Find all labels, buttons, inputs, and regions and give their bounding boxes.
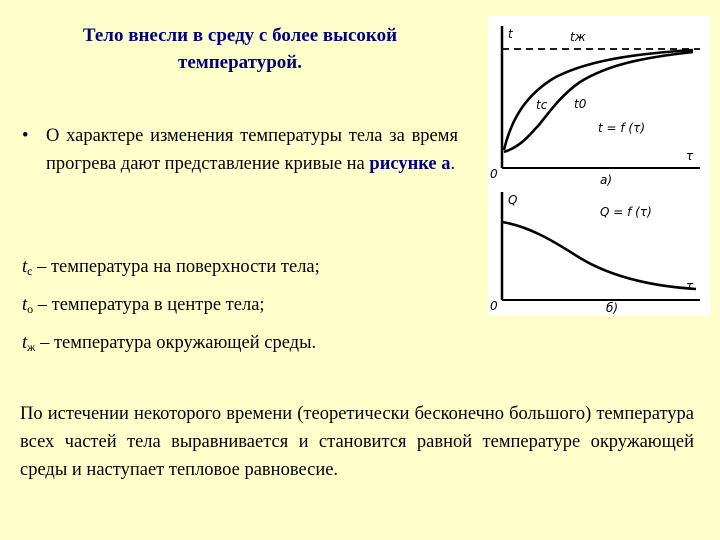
tzh-label: tж	[570, 30, 586, 44]
top-x-axis-label: τ	[686, 149, 694, 163]
figure-reference: рисунке а	[369, 154, 451, 174]
bullet-text	[46, 122, 458, 178]
bullet-item	[22, 122, 458, 178]
legend-sub: с	[27, 264, 33, 278]
bullet-text-end: .	[450, 154, 456, 174]
slide-title: Тело внесли в среду с более высокой температурой.	[82, 25, 398, 73]
conclusion-paragraph: По истечении некоторого времени (теоретически бесконечно большого) температура всех частей тела выравнивается и становится равной температуре окружающей среды и наступает тепловое равновесие.	[20, 404, 694, 480]
t0-label: t0	[574, 97, 587, 111]
panel-b-label: б)	[606, 301, 619, 315]
legend-var: t	[22, 333, 28, 353]
surface-temperature-curve	[504, 50, 693, 150]
legend-text: – температура на поверхности тела;	[32, 257, 320, 277]
legend-text: – температура в центре тела;	[33, 295, 265, 315]
bullet-text-start: О характере изменения температуры тела за время прогрева дают представление кривые на	[46, 126, 458, 174]
bottom-function-label: Q = f (τ)	[600, 205, 652, 219]
legend-row-center	[22, 288, 462, 326]
legend-sub: о	[27, 302, 34, 316]
panel-a-label: а)	[600, 173, 613, 187]
legend-var: t	[22, 257, 28, 277]
tc-label: tc	[536, 98, 548, 112]
legend-var: t	[22, 295, 28, 315]
center-temperature-curve	[504, 52, 693, 152]
top-origin-label: 0	[490, 167, 498, 181]
legend-sub: ж	[27, 340, 36, 354]
top-y-axis-label: t	[508, 27, 513, 41]
heating-curves-svg	[488, 16, 710, 316]
heating-curves-figure	[488, 16, 710, 316]
legend-row-surface	[22, 250, 462, 288]
bottom-y-axis-label: Q	[508, 193, 518, 207]
variable-legend	[22, 250, 462, 364]
heat-flow-curve	[502, 222, 696, 289]
top-function-label: t = f (τ)	[598, 121, 646, 135]
bullet-icon: •	[22, 126, 29, 146]
bottom-x-axis-label: τ	[686, 279, 694, 293]
legend-row-environment	[22, 326, 462, 364]
legend-text: – температура окружающей среды.	[35, 333, 317, 353]
bottom-origin-label: 0	[490, 299, 498, 313]
